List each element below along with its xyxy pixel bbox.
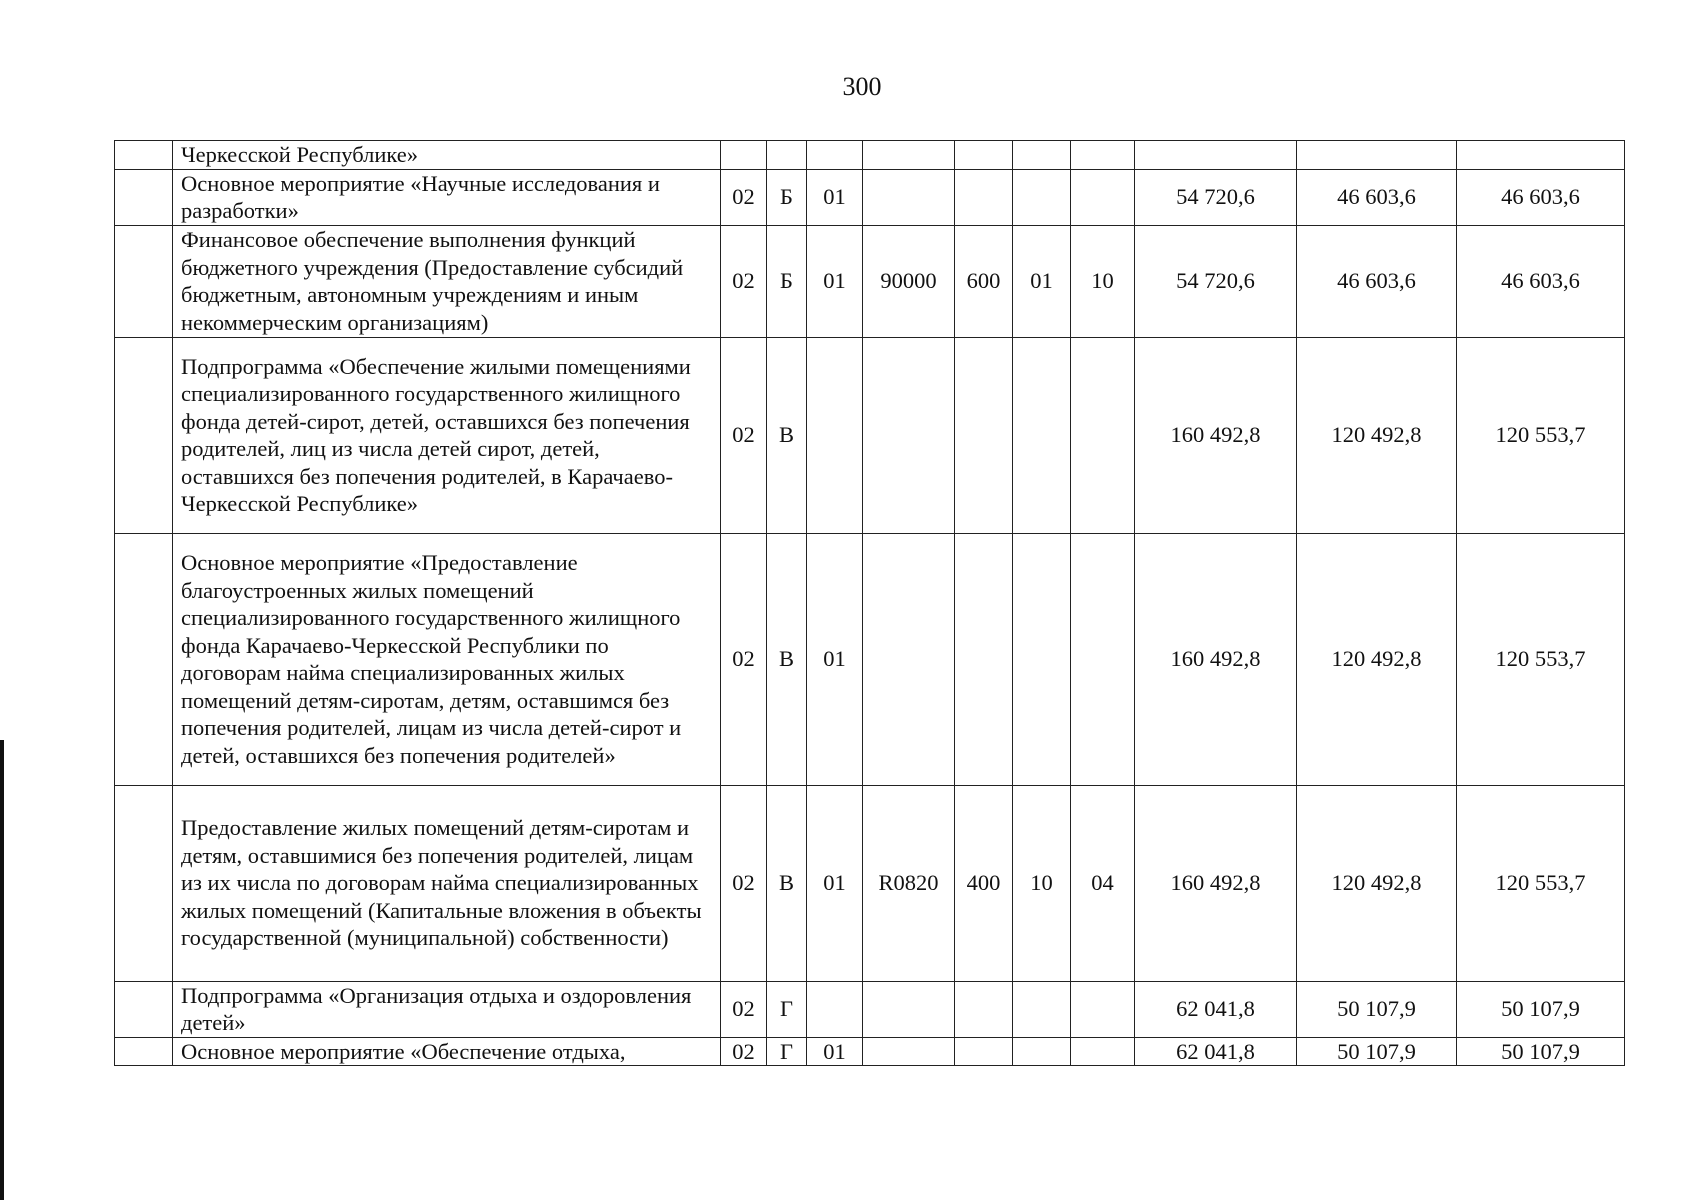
amount-year1-cell: 62 041,8 (1135, 981, 1297, 1037)
item-name-cell: Основное мероприятие «Научные исследования и разработки» (173, 169, 721, 225)
code-section-cell (1013, 1037, 1071, 1066)
code-subprogram-cell: Г (767, 981, 807, 1037)
code-subsection-cell: 04 (1071, 785, 1135, 981)
code-section-cell (1013, 141, 1071, 170)
code-expense-type-cell (955, 1037, 1013, 1066)
code-expense-type-cell (955, 169, 1013, 225)
code-event-cell: 01 (807, 1037, 863, 1066)
amount-year3-cell: 120 553,7 (1457, 337, 1625, 533)
amount-year2-cell: 50 107,9 (1297, 981, 1457, 1037)
code-program-cell: 02 (721, 337, 767, 533)
row-index-cell (115, 337, 173, 533)
code-program-cell: 02 (721, 981, 767, 1037)
code-subsection-cell: 10 (1071, 225, 1135, 337)
code-event-cell: 01 (807, 533, 863, 785)
code-subsection-cell (1071, 533, 1135, 785)
table-row (115, 141, 1625, 170)
item-name-cell: Подпрограмма «Организация отдыха и оздоровления детей» (173, 981, 721, 1037)
item-name-cell: Черкесской Республике» (173, 141, 721, 170)
code-event-cell: 01 (807, 785, 863, 981)
row-index-cell (115, 981, 173, 1037)
amount-year1-cell: 62 041,8 (1135, 1037, 1297, 1066)
table-row (115, 169, 1625, 225)
code-direction-cell: 90000 (863, 225, 955, 337)
code-expense-type-cell (955, 337, 1013, 533)
code-program-cell: 02 (721, 169, 767, 225)
code-expense-type-cell (955, 981, 1013, 1037)
code-section-cell: 10 (1013, 785, 1071, 981)
code-program-cell: 02 (721, 1037, 767, 1066)
table-row (115, 981, 1625, 1037)
code-section-cell: 01 (1013, 225, 1071, 337)
code-event-cell (807, 337, 863, 533)
code-event-cell (807, 981, 863, 1037)
code-subprogram-cell: Б (767, 169, 807, 225)
budget-table (114, 140, 1625, 1066)
code-event-cell (807, 141, 863, 170)
code-direction-cell (863, 533, 955, 785)
page-number: 300 (842, 72, 882, 101)
code-direction-cell (863, 981, 955, 1037)
amount-year3-cell (1457, 141, 1625, 170)
amount-year1-cell: 160 492,8 (1135, 533, 1297, 785)
code-program-cell: 02 (721, 533, 767, 785)
code-expense-type-cell (955, 533, 1013, 785)
item-name-cell: Основное мероприятие «Предоставление благоустроенных жилых помещений специализированного государственного жилищного фонда Карачаево-Черкесской Республики по договорам найма специализированных жилых помещений детям-сиротам, детям, оставшимся без попечения родителей, лицам из числа детей-сирот и детей, оставшихся без попечения родителей» (173, 533, 721, 785)
code-subprogram-cell (767, 141, 807, 170)
item-name-cell: Финансовое обеспечение выполнения функций бюджетного учреждения (Предоставление субсидий бюджетным, автономным учреждениям и иным некоммерческим организациям) (173, 225, 721, 337)
code-section-cell (1013, 981, 1071, 1037)
code-subprogram-cell: Б (767, 225, 807, 337)
code-section-cell (1013, 533, 1071, 785)
code-event-cell: 01 (807, 169, 863, 225)
row-index-cell (115, 533, 173, 785)
code-direction-cell (863, 141, 955, 170)
code-subsection-cell (1071, 1037, 1135, 1066)
row-index-cell (115, 141, 173, 170)
amount-year3-cell: 50 107,9 (1457, 1037, 1625, 1066)
code-section-cell (1013, 169, 1071, 225)
amount-year2-cell (1297, 141, 1457, 170)
amount-year1-cell: 54 720,6 (1135, 169, 1297, 225)
code-direction-cell (863, 1037, 955, 1066)
amount-year2-cell: 120 492,8 (1297, 785, 1457, 981)
table-row (115, 1037, 1625, 1066)
code-expense-type-cell: 400 (955, 785, 1013, 981)
code-program-cell: 02 (721, 785, 767, 981)
code-event-cell: 01 (807, 225, 863, 337)
table-row (115, 337, 1625, 533)
code-subprogram-cell: В (767, 533, 807, 785)
item-name-cell: Основное мероприятие «Обеспечение отдыха, (173, 1037, 721, 1066)
amount-year1-cell: 54 720,6 (1135, 225, 1297, 337)
scan-edge-line (0, 740, 4, 1200)
amount-year3-cell: 46 603,6 (1457, 225, 1625, 337)
row-index-cell (115, 1037, 173, 1066)
amount-year1-cell (1135, 141, 1297, 170)
table-row (115, 785, 1625, 981)
amount-year3-cell: 120 553,7 (1457, 533, 1625, 785)
amount-year3-cell: 46 603,6 (1457, 169, 1625, 225)
code-subsection-cell (1071, 337, 1135, 533)
table-row (115, 533, 1625, 785)
item-name-cell: Подпрограмма «Обеспечение жилыми помещениями специализированного государственного жилищного фонда детей-сирот, детей, оставшихся без попечения родителей, лиц из числа детей сирот, детей, оставшихся без попечения родителей, в Карачаево-Черкесской Республике» (173, 337, 721, 533)
code-expense-type-cell: 600 (955, 225, 1013, 337)
amount-year3-cell: 50 107,9 (1457, 981, 1625, 1037)
amount-year2-cell: 120 492,8 (1297, 533, 1457, 785)
amount-year1-cell: 160 492,8 (1135, 785, 1297, 981)
code-subsection-cell (1071, 169, 1135, 225)
code-subprogram-cell: Г (767, 1037, 807, 1066)
code-subprogram-cell: В (767, 785, 807, 981)
amount-year2-cell: 46 603,6 (1297, 169, 1457, 225)
row-index-cell (115, 225, 173, 337)
amount-year1-cell: 160 492,8 (1135, 337, 1297, 533)
code-direction-cell (863, 337, 955, 533)
amount-year2-cell: 50 107,9 (1297, 1037, 1457, 1066)
code-section-cell (1013, 337, 1071, 533)
amount-year2-cell: 46 603,6 (1297, 225, 1457, 337)
row-index-cell (115, 785, 173, 981)
table-row (115, 225, 1625, 337)
code-program-cell: 02 (721, 225, 767, 337)
code-expense-type-cell (955, 141, 1013, 170)
amount-year3-cell: 120 553,7 (1457, 785, 1625, 981)
code-direction-cell: R0820 (863, 785, 955, 981)
code-direction-cell (863, 169, 955, 225)
amount-year2-cell: 120 492,8 (1297, 337, 1457, 533)
code-subprogram-cell: В (767, 337, 807, 533)
code-subsection-cell (1071, 981, 1135, 1037)
code-subsection-cell (1071, 141, 1135, 170)
code-program-cell (721, 141, 767, 170)
item-name-cell: Предоставление жилых помещений детям-сиротам и детям, оставшимися без попечения родителей, лицам из их числа по договорам найма специализированных жилых помещений (Капитальные вложения в объекты государственной (муниципальной) собственности) (173, 785, 721, 981)
row-index-cell (115, 169, 173, 225)
